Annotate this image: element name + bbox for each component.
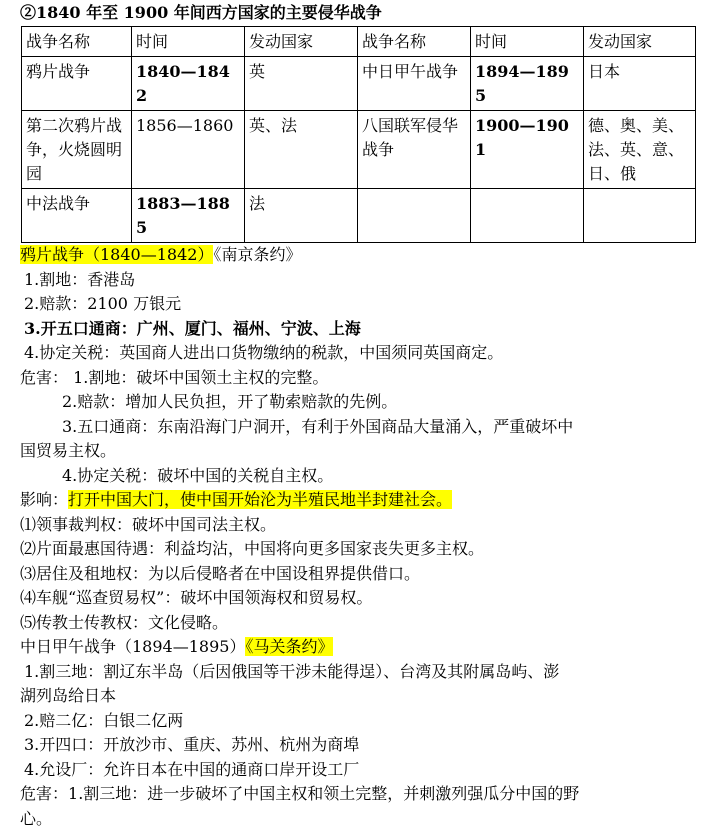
- opium-term-item: 3.开五口通商：广州、厦门、福州、宁波、上海: [20, 317, 700, 342]
- table-header-cell: 时间: [471, 27, 584, 57]
- table-header-cell: 发动国家: [245, 27, 358, 57]
- harm-item: 1.割三地：进一步破坏了中国主权和领土完整，并刺激列强瓜分中国的野: [68, 784, 579, 803]
- jiawu-term-item: 4.允设厂：允许日本在中国的通商口岸开设工厂: [20, 758, 700, 783]
- privilege-item: ⑵片面最惠国待遇：利益均沾，中国将向更多国家丧失更多主权。: [20, 537, 700, 562]
- opium-term-item: 4.协定关税：英国商人进出口货物缴纳的税款，中国须同英国商定。: [20, 341, 700, 366]
- table-header-cell: 发动国家: [584, 27, 696, 57]
- harm-label: 危害：: [20, 784, 68, 803]
- table-header-row: [22, 27, 696, 57]
- table-header-cell: 战争名称: [358, 27, 471, 57]
- jiawu-term-item: 1.割三地：割辽东半岛（后因俄国等干涉未能得逞）、台湾及其附属岛屿、澎: [20, 660, 700, 685]
- harm-item: 2.赔款：增加人民负担，开了勒索赔款的先例。: [20, 390, 700, 415]
- impact-label: 影响：: [20, 490, 68, 509]
- opium-war-title: 鸦片战争（1840—1842）: [20, 245, 213, 264]
- harm-item-wrap: 心。: [20, 807, 700, 831]
- jiawu-treaty-name: 《马关条约》: [245, 637, 333, 656]
- opium-term-item: 1.割地：香港岛: [20, 268, 700, 293]
- opium-term-item: 2.赔款：2100 万银元: [20, 292, 700, 317]
- impact-text: 打开中国大门，使中国开始沦为半殖民地半封建社会。: [68, 490, 452, 509]
- table-row: [22, 189, 696, 243]
- privilege-item: ⑶居住及租地权：为以后侵略者在中国设租界提供借口。: [20, 562, 700, 587]
- table-cell: 法: [245, 189, 358, 243]
- opium-war-heading: [20, 243, 700, 268]
- table-cell: 1840—1842: [132, 57, 245, 111]
- table-cell: 第二次鸦片战争，火烧圆明园: [22, 111, 132, 189]
- jiawu-term-item: 3.开四口：开放沙市、重庆、苏州、杭州为商埠: [20, 733, 700, 758]
- table-cell: [584, 189, 696, 243]
- table-cell: 1856—1860: [132, 111, 245, 189]
- table-row: [22, 111, 696, 189]
- opium-treaty-name: 《南京条约》: [213, 245, 301, 264]
- table-cell: 英: [245, 57, 358, 111]
- privilege-item: ⑴领事裁判权：破坏中国司法主权。: [20, 513, 700, 538]
- jiawu-term-item-wrap: 湖列岛给日本: [20, 684, 700, 709]
- section-title: ②1840 年至 1900 年间西方国家的主要侵华战争: [20, 0, 700, 26]
- harm-item: 4.协定关税：破坏中国的关税自主权。: [20, 464, 700, 489]
- table-cell: 1894—1895: [471, 57, 584, 111]
- harm-item: 1.割地：破坏中国领土主权的完整。: [73, 368, 328, 387]
- table-cell: 鸦片战争: [22, 57, 132, 111]
- harm-item-wrap: 国贸易主权。: [20, 439, 700, 464]
- jiawu-war-title: 中日甲午战争（1894—1895）: [20, 637, 245, 656]
- jiawu-harm: [20, 782, 700, 807]
- table-row: [22, 57, 696, 111]
- table-header-cell: 时间: [132, 27, 245, 57]
- jiawu-war-heading: [20, 635, 700, 660]
- opium-impact: [20, 488, 700, 513]
- privilege-item: ⑸传教士传教权：文化侵略。: [20, 611, 700, 636]
- privilege-item: ⑷车舰“巡查贸易权”：破坏中国领海权和贸易权。: [20, 586, 700, 611]
- harm-label: 危害：: [20, 368, 68, 387]
- table-cell: 德、奥、美、法、英、意、日、俄: [584, 111, 696, 189]
- table-cell: 1900—1901: [471, 111, 584, 189]
- harm-item: 3.五口通商：东南沿海门户洞开，有利于外国商品大量涌入，严重破坏中: [20, 415, 700, 440]
- table-cell: 英、法: [245, 111, 358, 189]
- wars-table: [21, 26, 696, 243]
- opium-harm-first: [20, 366, 700, 391]
- jiawu-term-item: 2.赔二亿：白银二亿两: [20, 709, 700, 734]
- table-cell: 中日甲午战争: [358, 57, 471, 111]
- table-header-cell: 战争名称: [22, 27, 132, 57]
- table-cell: [471, 189, 584, 243]
- table-cell: 中法战争: [22, 189, 132, 243]
- table-cell: 1883—1885: [132, 189, 245, 243]
- table-cell: 日本: [584, 57, 696, 111]
- table-cell: 八国联军侵华战争: [358, 111, 471, 189]
- table-cell: [358, 189, 471, 243]
- document: [20, 0, 700, 831]
